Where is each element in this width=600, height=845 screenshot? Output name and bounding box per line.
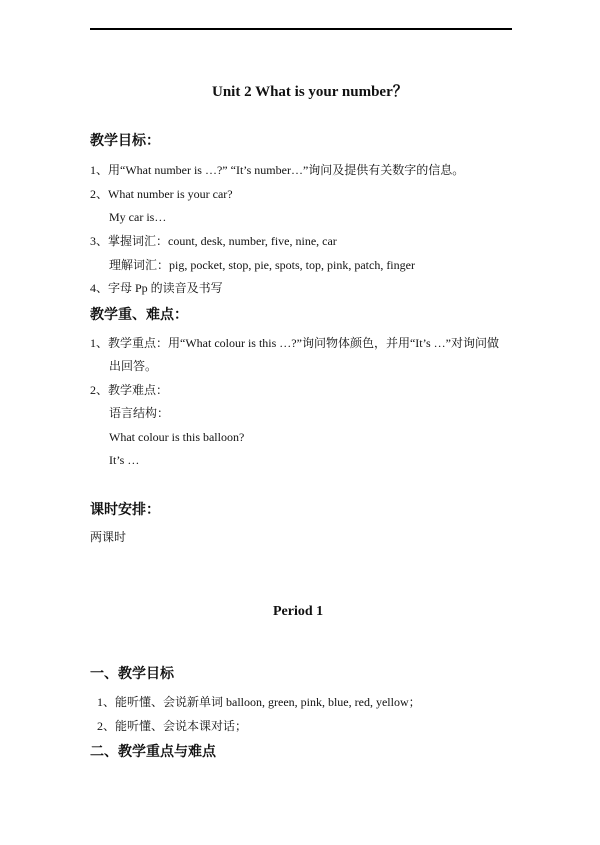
period-title: Period 1 bbox=[273, 604, 324, 619]
key-point-2: 2、教学难点： bbox=[90, 383, 169, 397]
goal-item-4: 4、字母 Pp 的读音及书写 bbox=[90, 281, 223, 295]
section1-item-1: 1、能听懂、会说新单词 balloon, green, pink, blue, red, yellow； bbox=[97, 695, 421, 709]
goal-item-3: 3、掌握词汇：count, desk, number, five, nine, car bbox=[90, 234, 337, 248]
key-points-heading: 教学重、难点： bbox=[90, 308, 188, 323]
page-title: Unit 2 What is your number？ bbox=[212, 84, 408, 100]
goal-item-1: 1、用“What number is …?” “It’s number…”询问及提供有关数字的信息。 bbox=[90, 163, 465, 177]
section2-heading: 二、教学重点与难点 bbox=[90, 745, 216, 760]
key-point-2-question: What colour is this balloon? bbox=[109, 430, 245, 444]
schedule-text: 两课时 bbox=[90, 530, 127, 544]
key-point-2-answer: It’s … bbox=[109, 453, 140, 467]
schedule-heading: 课时安排： bbox=[90, 503, 160, 518]
goal-item-2: 2、What number is your car? bbox=[90, 187, 233, 201]
goal-item-3-sub: 理解词汇：pig, pocket, stop, pie, spots, top, pink, patch, finger bbox=[109, 258, 415, 272]
section1-item-2: 2、能听懂、会说本课对话； bbox=[97, 719, 248, 733]
key-point-1: 1、教学重点：用“What colour is this …?”询问物体颜色，并用“It’s …”对询问做 bbox=[90, 336, 499, 350]
goals-heading: 教学目标： bbox=[90, 134, 160, 149]
section1-heading: 一、教学目标 bbox=[90, 667, 174, 682]
goal-item-2-answer: My car is… bbox=[109, 210, 167, 224]
header-rule bbox=[90, 28, 512, 30]
key-point-1-cont: 出回答。 bbox=[109, 359, 158, 373]
key-point-2-structure: 语言结构： bbox=[109, 406, 170, 420]
